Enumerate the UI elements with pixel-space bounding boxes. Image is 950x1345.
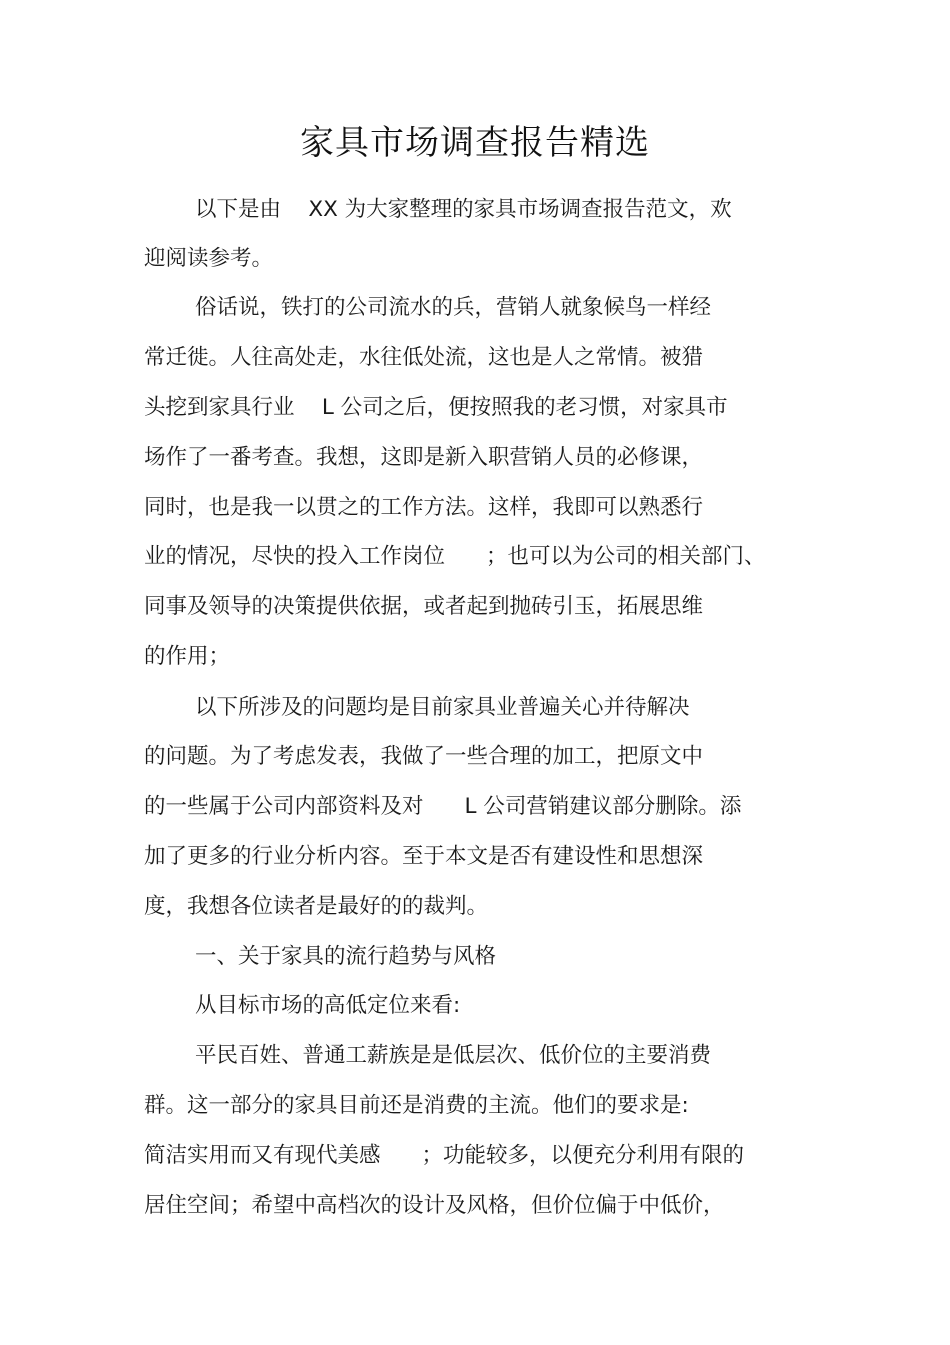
text-line-21: 居住空间；希望中高档次的设计及风格，但价位偏于中低价， xyxy=(144,1193,725,1218)
text-line-8: 业的情况，尽快的投入工作岗位 ；也可以为公司的相关部门、 xyxy=(144,544,766,569)
text-line-9: 同事及领导的决策提供依据，或者起到抛砖引玉，拓展思维 xyxy=(144,594,704,619)
text-line-14: 加了更多的行业分析内容。至于本文是否有建设性和思想深 xyxy=(144,844,704,869)
text-line-11: 以下所涉及的问题均是目前家具业普遍关心并待解决 xyxy=(195,695,690,720)
page-title: 家具市场调查报告精选 xyxy=(300,123,650,163)
text-line-15: 度，我想各位读者是最好的的裁判。 xyxy=(144,894,489,919)
section-heading: 一、关于家具的流行趋势与风格 xyxy=(195,944,497,969)
text-line-7: 同时，也是我一以贯之的工作方法。这样，我即可以熟悉行 xyxy=(144,495,704,520)
text-line-3: 俗话说，铁打的公司流水的兵，营销人就象候鸟一样经 xyxy=(195,295,712,320)
text-line-19: 群。这一部分的家具目前还是消费的主流。他们的要求是: xyxy=(144,1093,689,1118)
text-line-5: 头挖到家具行业 L 公司之后，便按照我的老习惯，对家具市 xyxy=(144,395,728,420)
text-line-4: 常迁徙。人往高处走，水往低处流，这也是人之常情。被猎 xyxy=(144,345,704,370)
text-line-1: 以下是由 XX 为大家整理的家具市场调查报告范文，欢 xyxy=(195,197,732,222)
text-line-20: 简洁实用而又有现代美感 ；功能较多，以便充分利用有限的 xyxy=(144,1143,745,1168)
text-line-6: 场作了一番考查。我想，这即是新入职营销人员的必修课， xyxy=(144,445,704,470)
text-line-2: 迎阅读参考。 xyxy=(144,246,274,271)
text-line-12: 的问题。为了考虑发表，我做了一些合理的加工，把原文中 xyxy=(144,744,704,769)
text-line-10: 的作用； xyxy=(144,644,231,669)
text-line-18: 平民百姓、普通工薪族是是低层次、低价位的主要消费 xyxy=(195,1043,712,1068)
text-line-13: 的一些属于公司内部资料及对 L 公司营销建议部分删除。添 xyxy=(144,794,742,819)
text-line-17: 从目标市场的高低定位来看: xyxy=(195,993,461,1018)
